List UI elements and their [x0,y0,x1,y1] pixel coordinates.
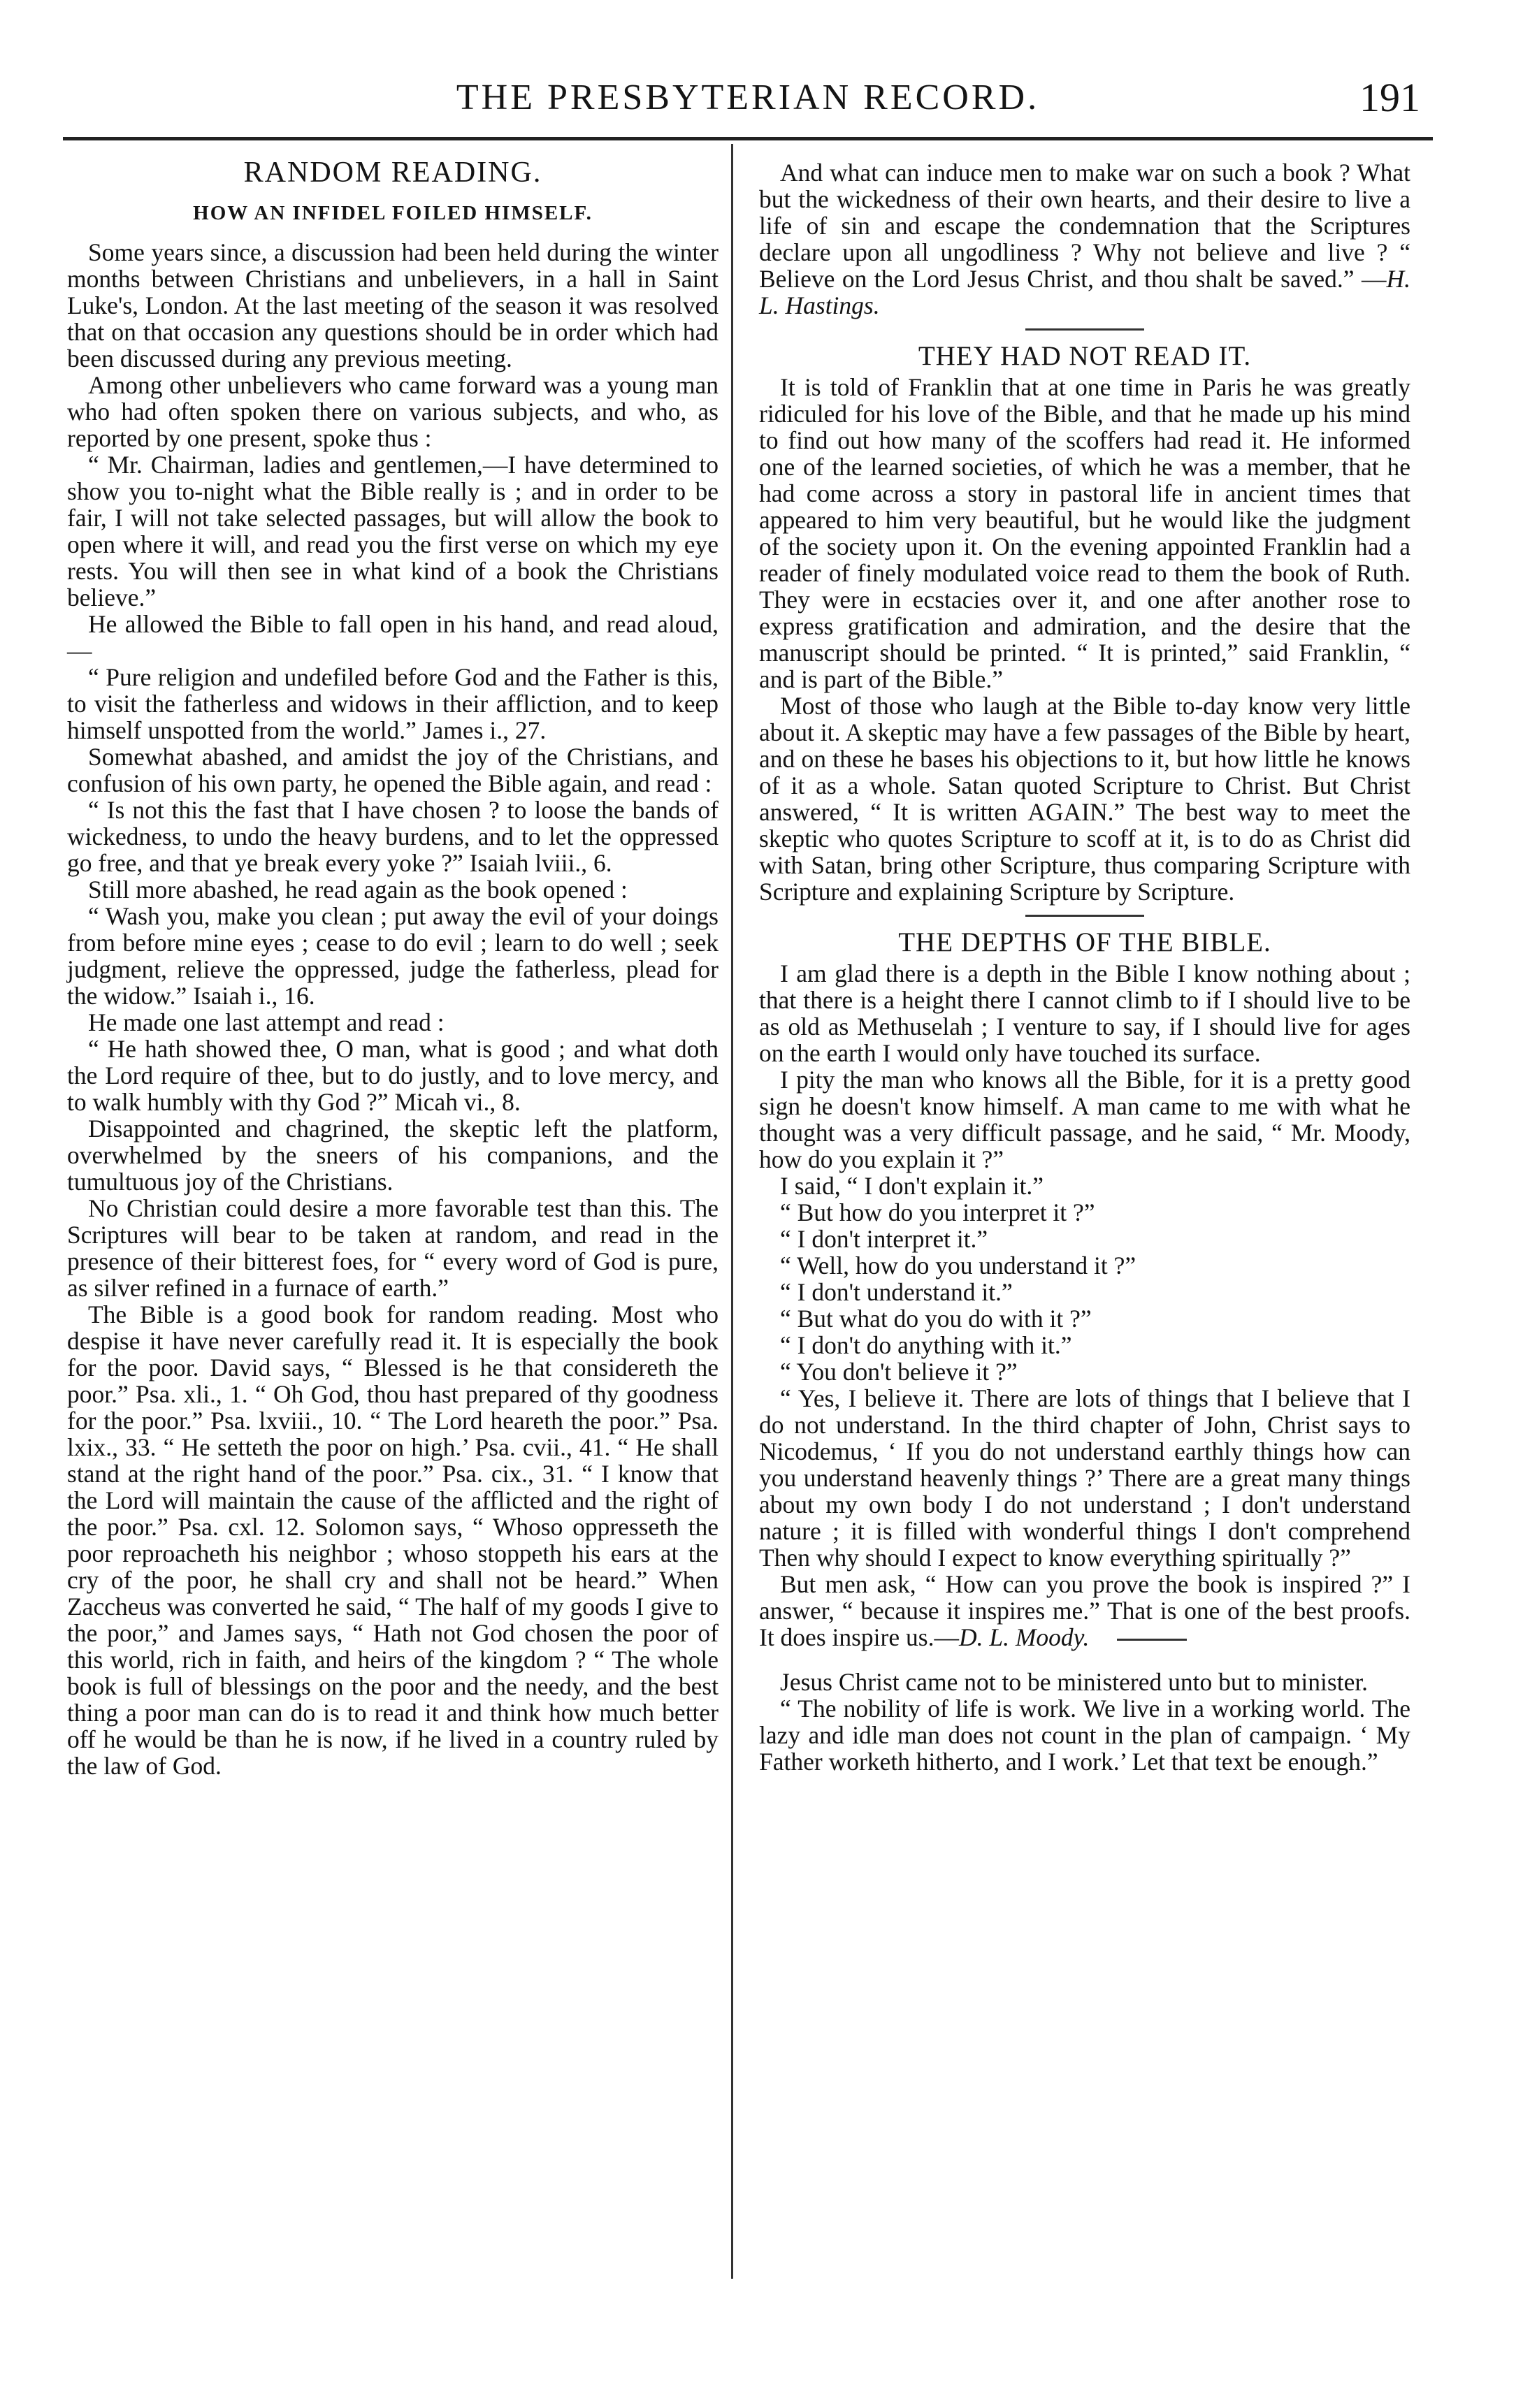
paragraph: Some years since, a discussion had been held during the winter months between Christians and unbelievers, in a hall in Saint Luke's, London. At the last meeting of the season it was resolved that on that occasion any questions should be in order which had been discussed during any previous meeting. [67,238,719,372]
paragraph: “ Yes, I believe it. There are lots of things that I believe that I do not understand. In the third chapter of John, Christ says to Nicodemus, ‘ If you do not understand earthly things how can you understand heavenly things ?’ There are a great many things about my own body I do not understand ; I don't understand nature ; it is filled with wonderful things I don't comprehend Then why should I expect to know everything spiritually ?” [759,1384,1410,1572]
paragraph: Jesus Christ came not to be ministered unto but to minister. [780,1668,1369,1696]
paragraph: It is told of Franklin that at one time in Paris he was greatly ridiculed for his love of the Bible, and that he made up his mind to find out how many of the scoffers had read it. He informed one of the learned societies, of which he was a member, that he had come across a story in pastoral life in ancient times that appeared to him very beautiful, but he would like the judgment of the society upon it. On the evening appointed Franklin had a reader of finely modulated voice read to them the book of Ruth. They were in ecstacies over it, and one after another rose to express gratification and admiration, and the desire that the manuscript should be printed. “ It is printed,” said Franklin, “ and is part of the Bible.” [759,373,1410,693]
section-title: THE DEPTHS OF THE BIBLE. [898,927,1271,957]
dialog-line: “ But what do you do with it ?” [780,1305,1092,1333]
paragraph: “ He hath showed thee, O man, what is good ; and what doth the Lord require of thee, but to do justly, and to love mercy, and to walk humbly with thy God ?” Micah vi., 8. [67,1035,719,1116]
left-column [67,159,719,1779]
paragraph: The Bible is a good book for random reading. Most who despise it have never carefully read it. It is especially the book for the poor. David says, “ Blessed is he that considereth the poor.” Psa. xli., 1. “ Oh God, thou hast prepared of thy goodness for the poor.” Psa. lxviii., 10. “ The Lord heareth the poor.” Psa. lxix., 33. “ He setteth the poor on high.’ Psa. cvii., 41. “ He shall stand at the right hand of the poor.” Psa. cix., 31. “ I know that the Lord will maintain the cause of the afflicted and the right of the poor.” Psa. cxl. 12. Solomon says, “ Whoso oppresseth the poor reproacheth his neighbor ; whoso stoppeth his ears at the cry of the poor, he shall cry and shall not be heard.” When Zaccheus was converted he said, “ The half of my goods I give to the poor,” and James says, “ Hath not God chosen the poor of this world, rich in faith, and heirs of the kingdom ? “ The whole book is full of blessings on the poor and the needy, and the best thing a poor man can do is to read it and think how much better off he would be than he is now, if he lived in a country ruled by the law of God. [67,1300,719,1780]
intro-text: And what can induce men to make war on such a book ? What but the wickedness of their own hearts, and their desire to live a life of sin and escape the condemnation that the Scriptures declare upon all ungodliness ? Why not believe and live ? “ Believe on the Lord Jesus Christ, and thou shalt be saved.” — [759,159,1410,293]
section-separator [1025,328,1144,331]
column-divider [731,144,733,2279]
section-separator [1025,915,1144,917]
right-column [759,159,1410,1775]
paragraph: Among other unbelievers who came forward was a young man who had often spoken there on various subjects, and who, as reported by one present, spoke thus : [67,371,719,452]
paragraph: I am glad there is a depth in the Bible I know nothing about ; that there is a height there I cannot climb to if I should live to be as old as Methuselah ; I venture to say, if I should live for ages on the earth I would only have touched its surface. [759,959,1410,1067]
intro-signature: H. L. Hastings. [759,265,1410,319]
article-subtitle: HOW AN INFIDEL FOILED HIMSELF. [193,202,593,224]
paragraph: “ Mr. Chairman, ladies and gentlemen,—I have determined to show you to-night what the Bible really is ; and in order to be fair, I will not take selected passages, but will allow the book to open where it will, and read you the first verse on which my eye rests. You will then see in what kind of a book the Christians believe.” [67,451,719,611]
page-number: 191 [1359,75,1420,120]
dialog-line: “ Well, how do you understand it ?” [780,1252,1136,1279]
paragraph-text: But men ask, “ How can you prove the book is inspired ?” I answer, “ because it inspires me.” That is one of the best proofs. It does inspire us.— [759,1570,1410,1651]
dialog-line: I said, “ I don't explain it.” [780,1172,1044,1200]
paragraph: Disappointed and chagrined, the skeptic left the platform, overwhelmed by the sneers of his companions, and the tumultuous joy of the Christians. [67,1115,719,1196]
article-title: RANDOM READING. [243,157,542,189]
dialog-line: “ You don't believe it ?” [780,1358,1018,1386]
dialog-line: “ But how do you interpret it ?” [780,1198,1095,1226]
dialog-block [759,960,1410,1651]
paragraph: Most of those who laugh at the Bible to-day know very little about it. A skeptic may have a few passages of the Bible by heart, and on these he bases his objections to it, but how little he knows of it as a whole. Satan quoted Scripture to Christ. But Christ answered, “ It is written AGAIN.” The best way to meet the skeptic who quotes Scripture to scoff at it, is to do as Christ did with Satan, bring other Scripture, thus comparing Scripture with Scripture and explaining Scripture by Scripture. [759,692,1410,906]
paragraph: He allowed the Bible to fall open in his hand, and read aloud,— [67,610,719,665]
header-rule [63,137,1433,140]
inline-separator [1117,1639,1187,1641]
moody-signature: D. L. Moody. [958,1623,1090,1651]
paragraph: “ The nobility of life is work. We live in a working world. The lazy and idle man does not count in the plan of campaign. ‘ My Father worketh hitherto, and I work.’ Let that text be enough.” [759,1695,1410,1776]
paragraph: He made one last attempt and read : [88,1008,445,1036]
dialog-line: “ I don't do anything with it.” [780,1331,1072,1359]
intro-paragraph [759,159,1410,319]
dialog-line: “ I don't interpret it.” [780,1225,988,1253]
spacer [759,1651,1410,1669]
paragraph: Still more abashed, he read again as the book opened : [88,876,628,904]
paragraph: “ Wash you, make you clean ; put away the evil of your doings from before mine eyes ; cease to do evil ; learn to do well ; seek judgment, relieve the oppressed, judge the fatherless, plead for the widow.” Isaiah i., 16. [67,902,719,1010]
paragraph: “ Is not this the fast that I have chosen ? to loose the bands of wickedness, to undo the heavy burdens, and to let the oppressed go free, and that ye break every yoke ?” Isaiah lviii., 6. [67,796,719,877]
dialog-line: “ I don't understand it.” [780,1278,1013,1306]
publication-title: THE PRESBYTERIAN RECORD. [456,78,1040,117]
paragraph: Somewhat abashed, and amidst the joy of the Christians, and confusion of his own party, he opened the Bible again, and read : [67,743,719,797]
paragraph: No Christian could desire a more favorable test than this. The Scriptures will bear to be taken at random, and read in the presence of their bitterest foes, for “ every word of God is pure, as silver refined in a furnace of earth.” [67,1194,719,1302]
paragraph [759,1571,1410,1651]
paragraph: I pity the man who knows all the Bible, for it is a pretty good sign he doesn't know himself. A man came to me with what he thought was a very difficult passage, and he said, “ Mr. Moody, how do you explain it ?” [759,1066,1410,1173]
paragraph: “ Pure religion and undefiled before God and the Father is this, to visit the fatherless and widows in their affliction, and to keep himself unspotted from the world.” James i., 27. [67,663,719,744]
section-title: THEY HAD NOT READ IT. [918,341,1252,371]
page-header [63,60,1433,137]
